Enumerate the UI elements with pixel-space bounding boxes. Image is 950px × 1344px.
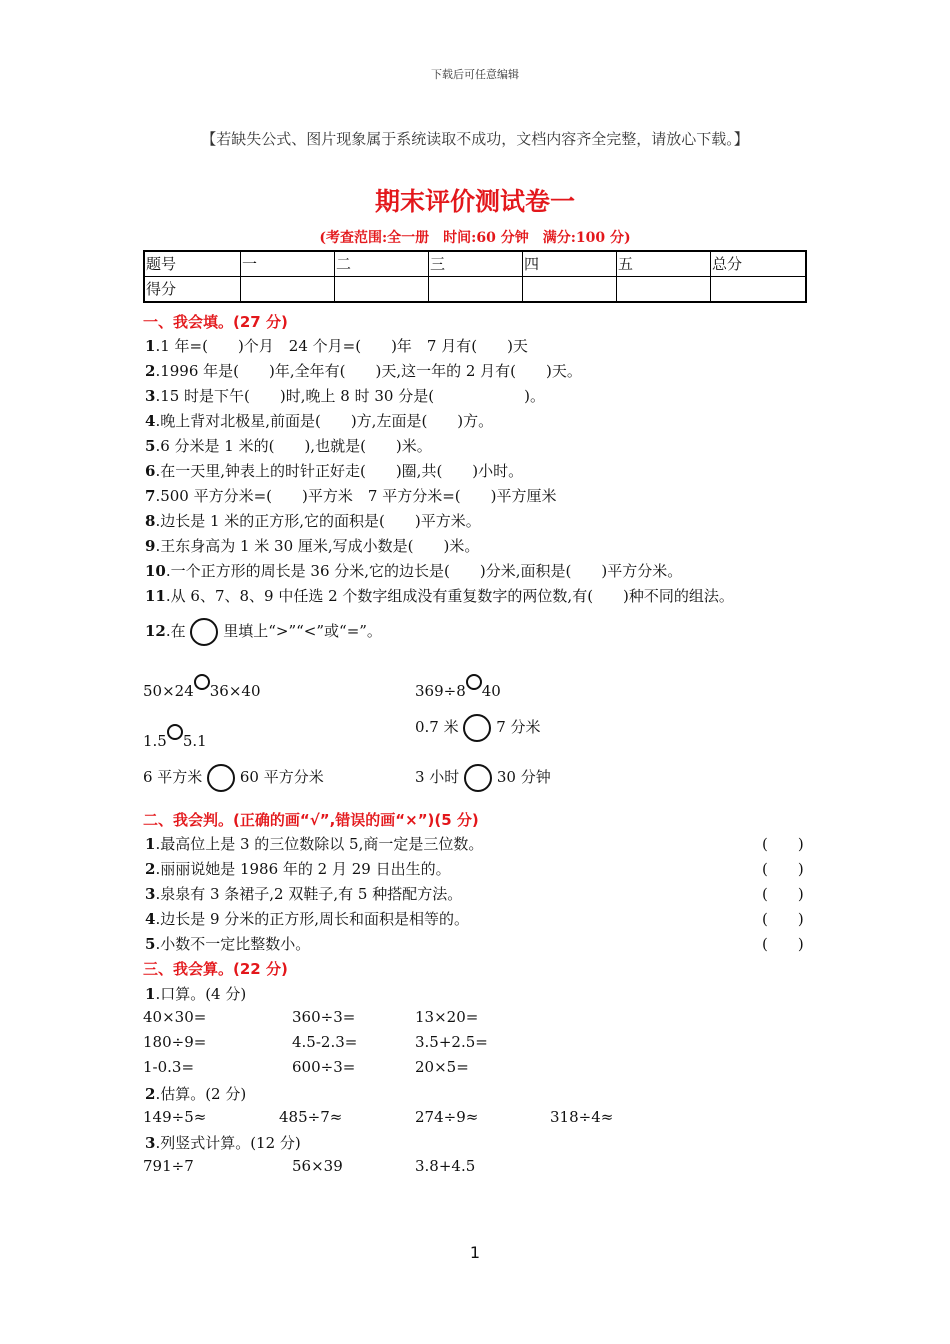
compare-item [415,674,501,700]
answer-blank: ( ) [762,835,804,853]
subsection-label [145,983,246,1004]
calc-item: 13×20= [415,1008,479,1026]
question-text: .晚上背对北极星,前面是( )方,左面是( )方。 [155,412,494,430]
section-heading: 二、我会判。(正确的画“√”,错误的画“×”)(5 分) [143,811,479,829]
blank-circle-icon [463,714,491,742]
calc-item: 40×30= [143,1008,207,1026]
blank-circle-icon [207,764,235,792]
score-table-cell: 一 [241,251,335,277]
answer-blank: ( ) [762,860,804,878]
judge-item [145,908,469,929]
compare-right: 7 分米 [496,718,541,736]
calc-item: 360÷3= [292,1008,356,1026]
score-input-cell [335,277,429,303]
question-item [145,435,432,456]
compare-right: 5.1 [182,732,207,750]
estimate-item: 318÷4≈ [550,1108,614,1126]
question-text: .边长是 1 米的正方形,它的面积是( )平方米。 [155,512,481,530]
question-text: .500 平方分米=( )平方米 7 平方分米=( )平方厘米 [155,487,557,505]
score-input-cell [241,277,335,303]
question-item [145,460,523,481]
question-number: 2 [145,362,156,380]
question-item [145,560,682,581]
question-number: 9 [145,537,156,555]
question-number: 1 [145,985,156,1003]
question-number: 2 [145,1085,156,1103]
question-text: .丽丽说她是 1986 年的 2 月 29 日出生的。 [155,860,451,878]
question-text: .估算。(2 分) [155,1085,247,1103]
score-input-cell [617,277,711,303]
calc-item: 180÷9= [143,1033,207,1051]
score-input-cell [429,277,523,303]
question-text: 里填上“>”“<”或“=”。 [223,622,382,640]
question-text: .一个正方形的周长是 36 分米,它的边长是( )分米,面积是( )平方分米。 [165,562,683,580]
question-number: 3 [145,1134,156,1152]
question-number: 12 [145,622,166,640]
question-item [145,510,481,531]
estimate-item: 485÷7≈ [279,1108,343,1126]
question-number: 3 [145,885,156,903]
question-item [145,535,479,556]
answer-blank: ( ) [762,910,804,928]
calc-item: 20×5= [415,1058,469,1076]
judge-item [145,883,462,904]
question-number: 8 [145,512,156,530]
header-note: 下载后可任意编辑 [431,68,519,81]
calc-item: 4.5-2.3= [292,1033,358,1051]
answer-blank: ( ) [762,935,804,953]
score-table-cell: 二 [335,251,429,277]
page-number: 1 [469,1243,481,1262]
vertical-calc-item: 791÷7 [143,1157,194,1175]
question-number: 5 [145,935,156,953]
score-table-score-row [144,277,806,303]
judge-item [145,833,483,854]
page-title: 期末评价测试卷一 [374,187,575,216]
score-table-header-row [144,251,806,277]
question-item [145,335,528,356]
question-text: .最高位上是 3 的三位数除以 5,商一定是三位数。 [155,835,484,853]
compare-right: 40 [481,682,501,700]
compare-item [415,714,541,742]
question-item [145,385,545,406]
score-table-cell: 四 [523,251,617,277]
score-table-cell: 得分 [144,277,241,303]
estimate-item: 274÷9≈ [415,1108,479,1126]
question-text: .在一天里,钟表上的时针正好走( )圈,共( )小时。 [155,462,524,480]
question-number: 4 [145,910,156,928]
question-text: .口算。(4 分) [155,985,247,1003]
judge-item [145,858,451,879]
compare-item [143,724,207,750]
score-table-cell: 题号 [144,251,241,277]
question-text: .在 [165,622,186,640]
vertical-calc-item: 3.8+4.5 [415,1157,476,1175]
question-number: 1 [145,835,156,853]
score-table-cell: 五 [617,251,711,277]
estimate-item: 149÷5≈ [143,1108,207,1126]
subsection-label [145,1083,246,1104]
question-number: 10 [145,562,166,580]
vertical-calc-item: 56×39 [292,1157,343,1175]
compare-left: 3 小时 [415,768,460,786]
question-number: 5 [145,437,156,455]
question-text: .6 分米是 1 米的( ),也就是( )米。 [155,437,432,455]
compare-left: 50×24 [143,682,194,700]
question-number: 7 [145,487,156,505]
compare-right: 30 分钟 [496,768,551,786]
compare-left: 1.5 [143,732,167,750]
question-text: .从 6、7、8、9 中任选 2 个数字组成没有重复数字的两位数,有( )种不同的组法。 [165,587,734,605]
question-item [145,485,556,506]
judge-item [145,933,310,954]
question-number: 3 [145,387,156,405]
compare-left: 0.7 米 [415,718,459,736]
blank-circle-icon [167,724,183,740]
score-input-cell [711,277,807,303]
compare-right: 36×40 [209,682,261,700]
question-number: 1 [145,337,156,355]
question-number: 6 [145,462,156,480]
question-text: .小数不一定比整数小。 [155,935,311,953]
blank-circle-icon [466,674,482,690]
question-number: 2 [145,860,156,878]
question-number: 11 [145,587,166,605]
section-heading: 三、我会算。(22 分) [143,960,288,978]
section-heading: 一、我会填。(27 分) [143,313,288,331]
compare-left: 6 平方米 [143,768,203,786]
question-text: .15 时是下午( )时,晚上 8 时 30 分是( )。 [155,387,545,405]
blank-circle-icon [190,618,218,646]
compare-right: 60 平方分米 [239,768,324,786]
question-item [145,585,734,606]
blank-circle-icon [464,764,492,792]
blank-circle-icon [194,674,210,690]
calc-item: 600÷3= [292,1058,356,1076]
compare-item [143,674,261,700]
calc-item: 1-0.3= [143,1058,195,1076]
question-text: .王东身高为 1 米 30 厘米,写成小数是( )米。 [155,537,480,555]
question-text: .泉泉有 3 条裙子,2 双鞋子,有 5 种搭配方法。 [155,885,463,903]
score-table-cell: 三 [429,251,523,277]
question-text: .列竖式计算。(12 分) [155,1134,301,1152]
score-table [143,250,807,303]
score-input-cell [523,277,617,303]
question-text: .1 年=( )个月 24 个月=( )年 7 月有( )天 [155,337,528,355]
compare-item [415,764,551,792]
compare-item [143,764,324,792]
answer-blank: ( ) [762,885,804,903]
subsection-label [145,1132,301,1153]
question-text: .1996 年是( )年,全年有( )天,这一年的 2 月有( )天。 [155,362,582,380]
score-table-cell: 总分 [711,251,807,277]
question-item [145,410,493,431]
question-item [145,360,582,381]
question-item [145,618,382,646]
question-number: 4 [145,412,156,430]
exam-subtitle: (考查范围:全一册 时间:60 分钟 满分:100 分) [319,230,631,246]
compare-left: 369÷8 [415,682,466,700]
notice-banner: 【若缺失公式、图片现象属于系统读取不成功，文档内容齐全完整，请放心下载。】 [201,130,749,148]
question-text: .边长是 9 分米的正方形,周长和面积是相等的。 [155,910,470,928]
calc-item: 3.5+2.5= [415,1033,488,1051]
